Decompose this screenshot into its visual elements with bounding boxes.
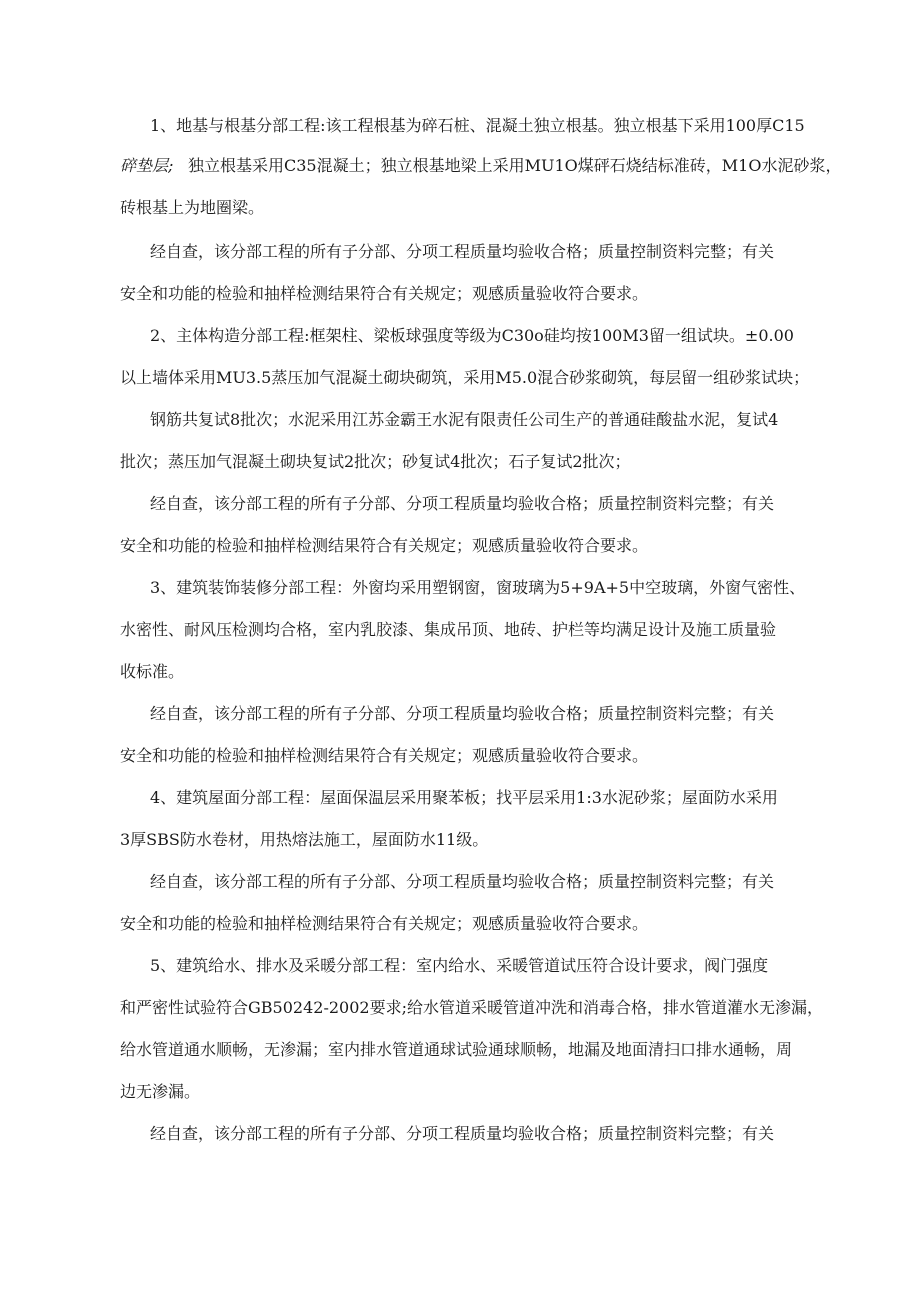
paragraph-3-line-3: 收标准。 bbox=[120, 662, 185, 681]
paragraph-3-line-1: 3、建筑装饰装修分部工程：外窗均采用塑钢窗，窗玻璃为5+9A+5中空玻璃，外窗气密性、 bbox=[150, 578, 806, 597]
check-1-line-2: 安全和功能的检验和抽样检测结果符合有关规定；观感质量验收符合要求。 bbox=[120, 284, 649, 303]
check-5-line-1: 经自查，该分部工程的所有子分部、分项工程质量均验收合格；质量控制资料完整；有关 bbox=[150, 1124, 775, 1143]
paragraph-2-line-4: 批次；蒸压加气混凝土砌块复试2批次；砂复试4批次；石子复试2批次； bbox=[120, 452, 631, 471]
paragraph-1-line-1: 1、地基与根基分部工程:该工程根基为碎石桩、混凝土独立根基。独立根基下采用100厚C15 bbox=[150, 116, 805, 135]
paragraph-5-line-3: 给水管道通水顺畅，无渗漏；室内排水管道通球试验通球顺畅，地漏及地面清扫口排水通畅，周 bbox=[120, 1040, 793, 1059]
paragraph-2-line-3: 钢筋共复试8批次；水泥采用江苏金霸王水泥有限责任公司生产的普通硅酸盐水泥，复试4 bbox=[150, 410, 779, 429]
paragraph-5-line-1: 5、建筑给水、排水及采暖分部工程：室内给水、采暖管道试压符合设计要求，阀门强度 bbox=[150, 956, 769, 975]
paragraph-1-line-2a: 碎垫层; bbox=[120, 156, 174, 175]
paragraph-2-line-2: 以上墙体采用MU3.5蒸压加气混凝土砌块砌筑，采用M5.0混合砂浆砌筑，每层留一组砂浆试块； bbox=[120, 368, 810, 387]
paragraph-1-line-3: 砖根基上为地圈梁。 bbox=[120, 198, 265, 217]
paragraph-4-line-1: 4、建筑屋面分部工程：屋面保温层采用聚苯板；找平层采用1:3水泥砂浆；屋面防水采用 bbox=[150, 788, 778, 807]
paragraph-1-line-2b: 独立根基采用C35混凝土；独立根基地梁上采用MU1O煤砰石烧结标准砖，M1O水泥砂浆， bbox=[188, 156, 842, 175]
paragraph-5-line-2: 和严密性试验符合GB50242-2002要求;给水管道采暖管道冲洗和消毒合格，排水管道灌水无渗漏， bbox=[120, 998, 823, 1017]
check-2-line-2: 安全和功能的检验和抽样检测结果符合有关规定；观感质量验收符合要求。 bbox=[120, 536, 649, 555]
check-4-line-1: 经自查，该分部工程的所有子分部、分项工程质量均验收合格；质量控制资料完整；有关 bbox=[150, 872, 775, 891]
check-3-line-2: 安全和功能的检验和抽样检测结果符合有关规定；观感质量验收符合要求。 bbox=[120, 746, 649, 765]
paragraph-5-line-4: 边无渗漏。 bbox=[120, 1082, 201, 1101]
paragraph-2-line-1: 2、主体构造分部工程:框架柱、梁板球强度等级为C30o硅均按100M3留一组试块。±0.00 bbox=[150, 326, 794, 345]
check-4-line-2: 安全和功能的检验和抽样检测结果符合有关规定；观感质量验收符合要求。 bbox=[120, 914, 649, 933]
check-3-line-1: 经自查，该分部工程的所有子分部、分项工程质量均验收合格；质量控制资料完整；有关 bbox=[150, 704, 775, 723]
check-1-line-1: 经自查，该分部工程的所有子分部、分项工程质量均验收合格；质量控制资料完整；有关 bbox=[150, 242, 775, 261]
check-2-line-1: 经自查，该分部工程的所有子分部、分项工程质量均验收合格；质量控制资料完整；有关 bbox=[150, 494, 775, 513]
paragraph-3-line-2: 水密性、耐风压检测均合格，室内乳胶漆、集成吊顶、地砖、护栏等均满足设计及施工质量验 bbox=[120, 620, 777, 639]
paragraph-4-line-2: 3厚SBS防水卷材，用热熔法施工，屋面防水11级。 bbox=[120, 830, 489, 849]
